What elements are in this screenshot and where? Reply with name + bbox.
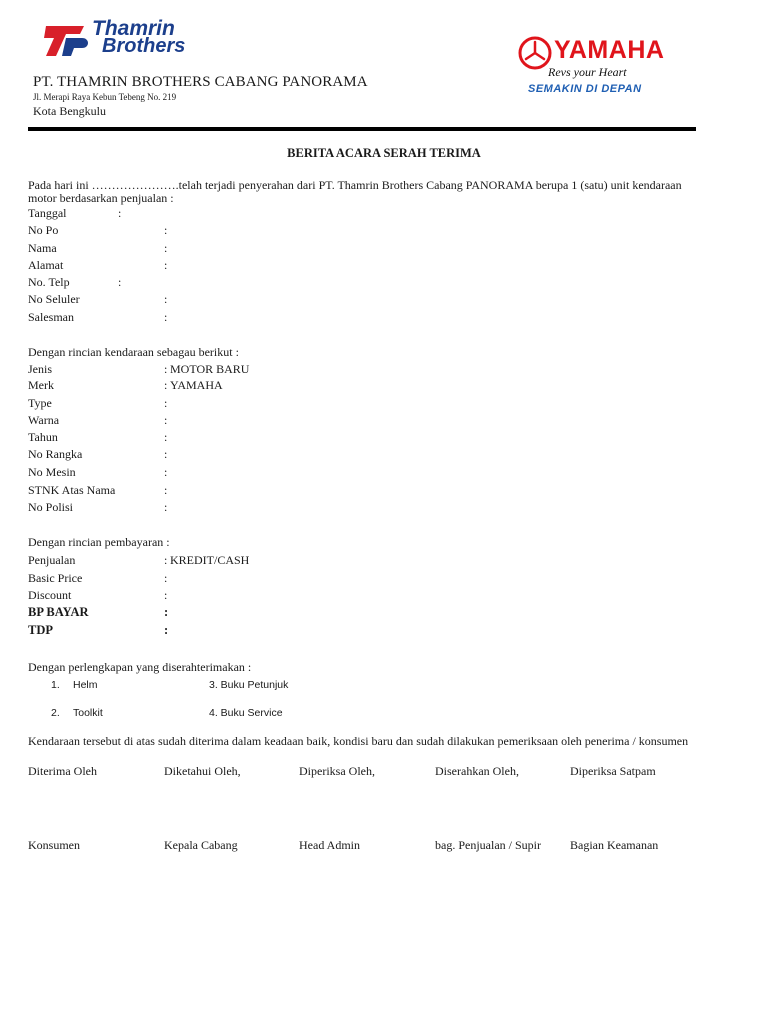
signature-role-kepala-cabang: Kepala Cabang xyxy=(164,838,238,852)
field-colon: : xyxy=(164,571,168,585)
field-label-no-seluler: No Seluler xyxy=(28,292,80,306)
field-colon: : xyxy=(164,362,168,376)
field-colon: : xyxy=(164,483,168,497)
yamaha-slogan: SEMAKIN DI DEPAN xyxy=(528,83,642,95)
field-label-merk: Merk xyxy=(28,378,54,392)
field-colon: : xyxy=(164,447,168,461)
field-colon: : xyxy=(164,310,168,324)
equipment-item-buku-petunjuk: 3. Buku Petunjuk xyxy=(209,679,289,691)
field-colon: : xyxy=(164,378,168,392)
equipment-number: 2. xyxy=(51,707,60,719)
field-label-stnk-atas-nama: STNK Atas Nama xyxy=(28,483,116,497)
field-colon: : xyxy=(164,500,168,514)
field-label-warna: Warna xyxy=(28,413,60,427)
receipt-statement: Kendaraan tersebut di atas sudah diterima dalam keadaan baik, kondisi baru dan sudah dilakukan pemeriksaan oleh penerima / konsumen xyxy=(28,734,689,748)
field-value-merk: YAMAHA xyxy=(170,378,223,392)
field-colon: : xyxy=(164,413,168,427)
field-value-penjualan: KREDIT/CASH xyxy=(170,553,250,567)
signature-role-penjualan-supir: bag. Penjualan / Supir xyxy=(435,838,541,852)
signature-title-satpam: Diperiksa Satpam xyxy=(570,764,656,778)
field-label-no-mesin: No Mesin xyxy=(28,465,76,479)
vehicle-intro: Dengan rincian kendaraan sebagau berikut : xyxy=(28,345,239,359)
intro-line-2: motor berdasarkan penjualan : xyxy=(28,191,174,205)
field-colon: : xyxy=(118,206,122,220)
field-label-no-po: No Po xyxy=(28,223,59,237)
equipment-item-toolkit: Toolkit xyxy=(73,707,103,719)
field-colon: : xyxy=(164,396,168,410)
equipment-item-buku-service: 4. Buku Service xyxy=(209,707,283,719)
field-label-penjualan: Penjualan xyxy=(28,553,76,567)
field-label-type: Type xyxy=(28,396,52,410)
field-value-jenis: MOTOR BARU xyxy=(170,362,250,376)
signature-title-diterima: Diterima Oleh xyxy=(28,764,97,778)
field-colon: : xyxy=(164,623,169,637)
field-label-discount: Discount xyxy=(28,588,72,602)
field-colon: : xyxy=(164,588,168,602)
yamaha-logo xyxy=(514,36,684,98)
signature-role-head-admin: Head Admin xyxy=(299,838,360,852)
field-label-salesman: Salesman xyxy=(28,310,74,324)
signature-title-diperiksa: Diperiksa Oleh, xyxy=(299,764,375,778)
field-label-tahun: Tahun xyxy=(28,430,58,444)
field-label-jenis: Jenis xyxy=(28,362,52,376)
field-colon: : xyxy=(164,241,168,255)
signature-title-diserahkan: Diserahkan Oleh, xyxy=(435,764,519,778)
field-colon: : xyxy=(164,258,168,272)
payment-intro: Dengan rincian pembayaran : xyxy=(28,535,170,549)
field-label-tanggal: Tanggal xyxy=(28,206,67,220)
field-label-basic-price: Basic Price xyxy=(28,571,83,585)
field-label-nama: Nama xyxy=(28,241,57,255)
field-colon: : xyxy=(164,465,168,479)
signature-role-keamanan: Bagian Keamanan xyxy=(570,838,659,852)
field-colon: : xyxy=(118,275,122,289)
thamrin-word: Thamrin xyxy=(92,17,175,40)
company-city: Kota Bengkulu xyxy=(33,104,106,118)
field-label-bp-bayar: BP BAYAR xyxy=(28,605,89,619)
field-colon: : xyxy=(164,553,168,567)
thamrin-emblem-icon xyxy=(44,20,92,60)
document-title: BERITA ACARA SERAH TERIMA xyxy=(287,146,481,160)
equipment-number: 1. xyxy=(51,679,60,691)
field-label-no-telp: No. Telp xyxy=(28,275,70,289)
field-label-no-rangka: No Rangka xyxy=(28,447,83,461)
company-address: Jl. Merapi Raya Kebun Tebeng No. 219 xyxy=(33,92,177,102)
equipment-intro: Dengan perlengkapan yang diserahterimakan : xyxy=(28,660,252,674)
equipment-item-helm: Helm xyxy=(73,679,98,691)
field-label-tdp: TDP xyxy=(28,623,53,637)
header-divider xyxy=(28,127,696,131)
field-label-alamat: Alamat xyxy=(28,258,64,272)
yamaha-tagline: Revs your Heart xyxy=(548,65,627,79)
yamaha-wordmark: YAMAHA xyxy=(554,36,665,64)
field-colon: : xyxy=(164,223,168,237)
field-label-no-polisi: No Polisi xyxy=(28,500,74,514)
field-colon: : xyxy=(164,292,168,306)
signature-title-diketahui: Diketahui Oleh, xyxy=(164,764,241,778)
intro-line-1: Pada hari ini ………………….telah terjadi penyerahan dari PT. Thamrin Brothers Cabang PANORAMA berupa 1 (satu) unit kendaraan xyxy=(28,178,682,192)
signature-role-konsumen: Konsumen xyxy=(28,838,80,852)
field-colon: : xyxy=(164,605,169,619)
yamaha-tuning-fork-icon xyxy=(518,36,552,70)
field-colon: : xyxy=(164,430,168,444)
thamrin-brothers-logo xyxy=(44,16,204,62)
company-name: PT. THAMRIN BROTHERS CABANG PANORAMA xyxy=(33,74,368,90)
brothers-word: Brothers xyxy=(102,35,186,57)
